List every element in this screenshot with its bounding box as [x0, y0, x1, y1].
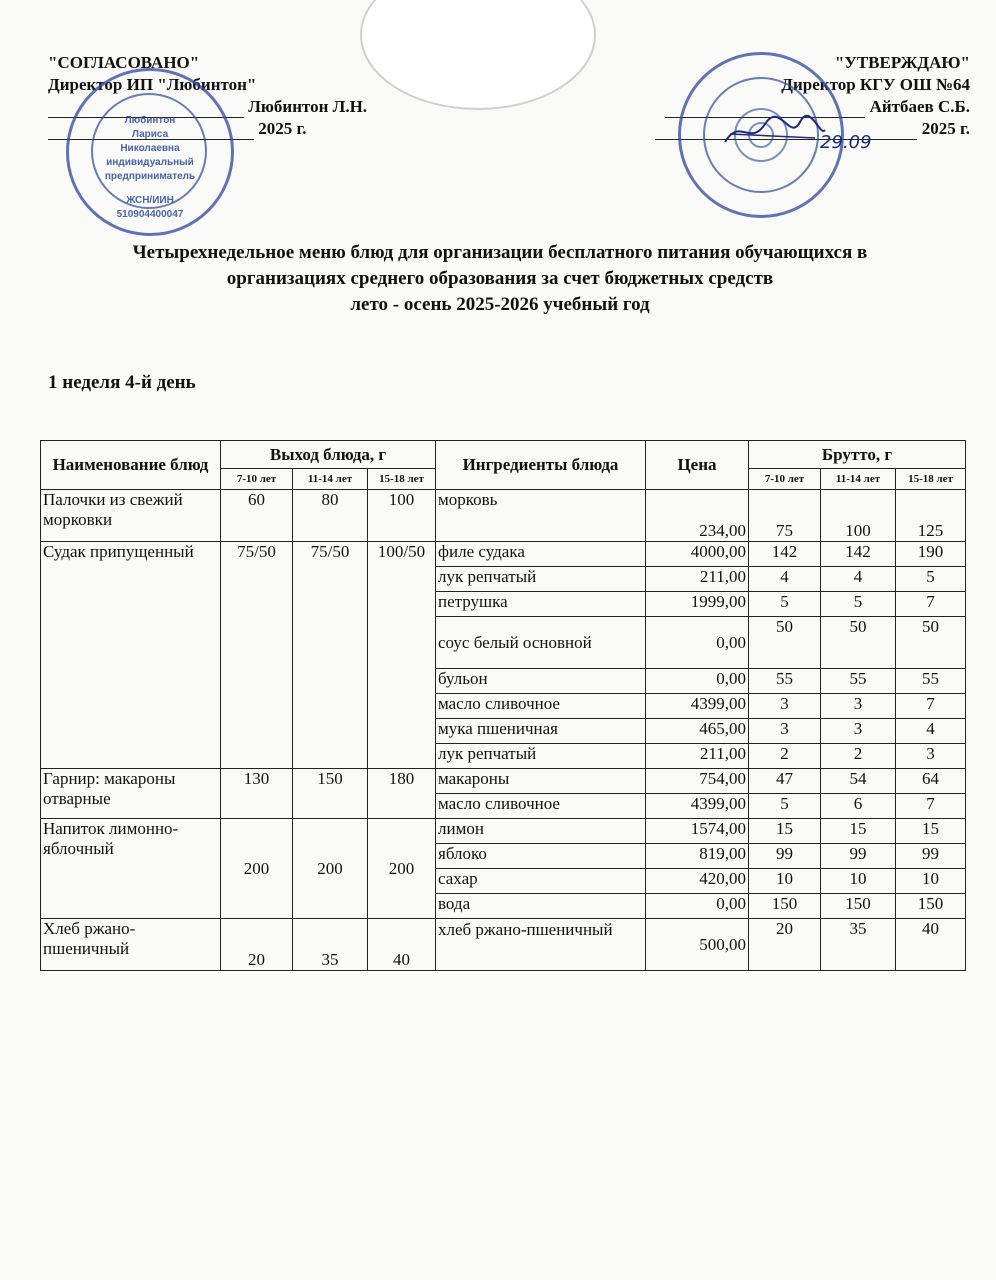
header-age-11-14: 11-14 лет	[293, 469, 368, 490]
header-brutto: Брутто, г	[749, 441, 966, 469]
brutto-7-10: 3	[749, 719, 821, 744]
output-7-10: 60	[221, 490, 293, 542]
brutto-11-14: 50	[821, 617, 896, 669]
brutto-7-10: 99	[749, 844, 821, 869]
table-row	[41, 490, 966, 542]
header-dish: Наименование блюд	[41, 441, 221, 490]
output-11-14: 75/50	[293, 542, 368, 769]
dish-name: Судак припущенный	[41, 542, 221, 769]
title-line-3: лето - осень 2025-2026 учебный год	[350, 294, 650, 315]
header-output: Выход блюда, г	[221, 441, 436, 469]
brutto-7-10: 75	[749, 490, 821, 542]
output-11-14: 150	[293, 769, 368, 819]
header-age-7-10: 7-10 лет	[221, 469, 293, 490]
brutto-15-18: 125	[896, 490, 966, 542]
ingredient-name: сахар	[436, 869, 646, 894]
approval-right-position: Директор КГУ ОШ №64	[781, 75, 970, 94]
ingredient-price: 754,00	[646, 769, 749, 794]
ingredient-price: 1999,00	[646, 592, 749, 617]
approval-right-year: 2025 г.	[921, 119, 970, 138]
ingredient-price: 1574,00	[646, 819, 749, 844]
stamp-left-line: Любинтон	[124, 115, 176, 126]
ingredient-name: лук репчатый	[436, 744, 646, 769]
ingredient-price: 211,00	[646, 744, 749, 769]
approval-left-position: Директор ИП "Любинтон"	[48, 75, 257, 94]
output-15-18: 200	[368, 819, 436, 919]
brutto-11-14: 15	[821, 819, 896, 844]
table-row	[41, 769, 966, 794]
output-7-10: 75/50	[221, 542, 293, 769]
header-ingredients: Ингредиенты блюда	[436, 441, 646, 490]
brutto-7-10: 5	[749, 592, 821, 617]
brutto-11-14: 99	[821, 844, 896, 869]
ingredient-price: 0,00	[646, 669, 749, 694]
ingredient-name: масло сливочное	[436, 794, 646, 819]
brutto-11-14: 55	[821, 669, 896, 694]
brutto-7-10: 10	[749, 869, 821, 894]
brutto-11-14: 3	[821, 719, 896, 744]
stamp-left	[66, 68, 234, 236]
brutto-11-14: 10	[821, 869, 896, 894]
ingredient-name: лук репчатый	[436, 567, 646, 592]
brutto-7-10: 3	[749, 694, 821, 719]
ingredient-name: яблоко	[436, 844, 646, 869]
menu-table	[40, 440, 966, 971]
header-age-15-18: 15-18 лет	[368, 469, 436, 490]
output-7-10: 200	[221, 819, 293, 919]
ingredient-price: 0,00	[646, 617, 749, 669]
header-price: Цена	[646, 441, 749, 490]
brutto-15-18: 55	[896, 669, 966, 694]
approval-left-name: Любинтон Л.Н.	[248, 97, 368, 116]
ingredient-name: мука пшеничная	[436, 719, 646, 744]
brutto-15-18: 190	[896, 542, 966, 567]
header-brutto-age-7-10: 7-10 лет	[749, 469, 821, 490]
brutto-15-18: 7	[896, 592, 966, 617]
brutto-11-14: 150	[821, 894, 896, 919]
approval-right-name: Айтбаев С.Б.	[869, 97, 970, 116]
output-7-10: 20	[221, 919, 293, 971]
brutto-15-18: 150	[896, 894, 966, 919]
approval-left-year: 2025 г.	[258, 119, 307, 138]
table-row	[41, 819, 966, 844]
brutto-11-14: 142	[821, 542, 896, 567]
ingredient-price: 0,00	[646, 894, 749, 919]
brutto-15-18: 15	[896, 819, 966, 844]
ingredient-price: 234,00	[646, 490, 749, 542]
brutto-7-10: 150	[749, 894, 821, 919]
brutto-7-10: 4	[749, 567, 821, 592]
stamp-left-line: Николаевна	[120, 143, 180, 154]
ingredient-price: 420,00	[646, 869, 749, 894]
stamp-left-line: Лариса	[131, 129, 169, 140]
ingredient-name: морковь	[436, 490, 646, 542]
stamp-left-line: индивидуальный	[106, 157, 194, 168]
output-11-14: 80	[293, 490, 368, 542]
brutto-15-18: 5	[896, 567, 966, 592]
ingredient-name: соус белый основной	[436, 617, 646, 669]
ingredient-price: 4399,00	[646, 794, 749, 819]
approval-right-heading: "УТВЕРЖДАЮ"	[834, 53, 970, 72]
brutto-7-10: 50	[749, 617, 821, 669]
brutto-7-10: 47	[749, 769, 821, 794]
ingredient-name: петрушка	[436, 592, 646, 617]
ingredient-price: 819,00	[646, 844, 749, 869]
ingredient-name: филе судака	[436, 542, 646, 567]
brutto-15-18: 7	[896, 794, 966, 819]
brutto-15-18: 99	[896, 844, 966, 869]
brutto-11-14: 5	[821, 592, 896, 617]
ingredient-price: 4399,00	[646, 694, 749, 719]
table-row	[41, 542, 966, 567]
header-brutto-age-11-14: 11-14 лет	[821, 469, 896, 490]
ingredient-name: макароны	[436, 769, 646, 794]
punch-hole	[360, 0, 596, 110]
approval-left-heading: "СОГЛАСОВАНО"	[48, 53, 200, 72]
dish-name: Гарнир: макароны отварные	[41, 769, 221, 819]
ingredient-price: 500,00	[646, 919, 749, 971]
stamp-left-line: 510904400047	[116, 209, 184, 220]
output-15-18: 180	[368, 769, 436, 819]
brutto-15-18: 10	[896, 869, 966, 894]
ingredient-name: лимон	[436, 819, 646, 844]
dish-name: Хлеб ржано-пшеничный	[41, 919, 221, 971]
ingredient-name: хлеб ржано-пшеничный	[436, 919, 646, 971]
output-11-14: 200	[293, 819, 368, 919]
ingredient-name: бульон	[436, 669, 646, 694]
stamp-left-line: предприниматель	[104, 171, 196, 182]
brutto-7-10: 142	[749, 542, 821, 567]
output-7-10: 130	[221, 769, 293, 819]
brutto-11-14: 100	[821, 490, 896, 542]
brutto-11-14: 4	[821, 567, 896, 592]
ingredient-price: 211,00	[646, 567, 749, 592]
table-row	[41, 919, 966, 971]
handwritten-date: 29.09	[820, 132, 872, 153]
stamp-left-line: ЖСН/ИИН	[126, 195, 174, 206]
brutto-11-14: 35	[821, 919, 896, 971]
brutto-15-18: 3	[896, 744, 966, 769]
brutto-11-14: 2	[821, 744, 896, 769]
output-15-18: 100/50	[368, 542, 436, 769]
ingredient-price: 4000,00	[646, 542, 749, 567]
brutto-7-10: 15	[749, 819, 821, 844]
title-line-2: организациях среднего образования за счет бюджетных средств	[226, 268, 774, 289]
dish-name: Палочки из свежий морковки	[41, 490, 221, 542]
output-15-18: 40	[368, 919, 436, 971]
brutto-15-18: 4	[896, 719, 966, 744]
brutto-15-18: 50	[896, 617, 966, 669]
brutto-11-14: 6	[821, 794, 896, 819]
week-day-label: 1 неделя 4-й день	[48, 372, 196, 393]
header-brutto-age-15-18: 15-18 лет	[896, 469, 966, 490]
brutto-11-14: 3	[821, 694, 896, 719]
output-11-14: 35	[293, 919, 368, 971]
brutto-11-14: 54	[821, 769, 896, 794]
output-15-18: 100	[368, 490, 436, 542]
signature-scribble	[720, 112, 830, 152]
brutto-15-18: 40	[896, 919, 966, 971]
brutto-7-10: 5	[749, 794, 821, 819]
ingredient-name: масло сливочное	[436, 694, 646, 719]
brutto-7-10: 2	[749, 744, 821, 769]
ingredient-name: вода	[436, 894, 646, 919]
brutto-7-10: 20	[749, 919, 821, 971]
document-title	[60, 240, 940, 318]
title-line-1: Четырехнедельное меню блюд для организации бесплатного питания обучающихся в	[132, 242, 868, 263]
brutto-7-10: 55	[749, 669, 821, 694]
ingredient-price: 465,00	[646, 719, 749, 744]
brutto-15-18: 64	[896, 769, 966, 794]
brutto-15-18: 7	[896, 694, 966, 719]
dish-name: Напиток лимонно-яблочный	[41, 819, 221, 919]
